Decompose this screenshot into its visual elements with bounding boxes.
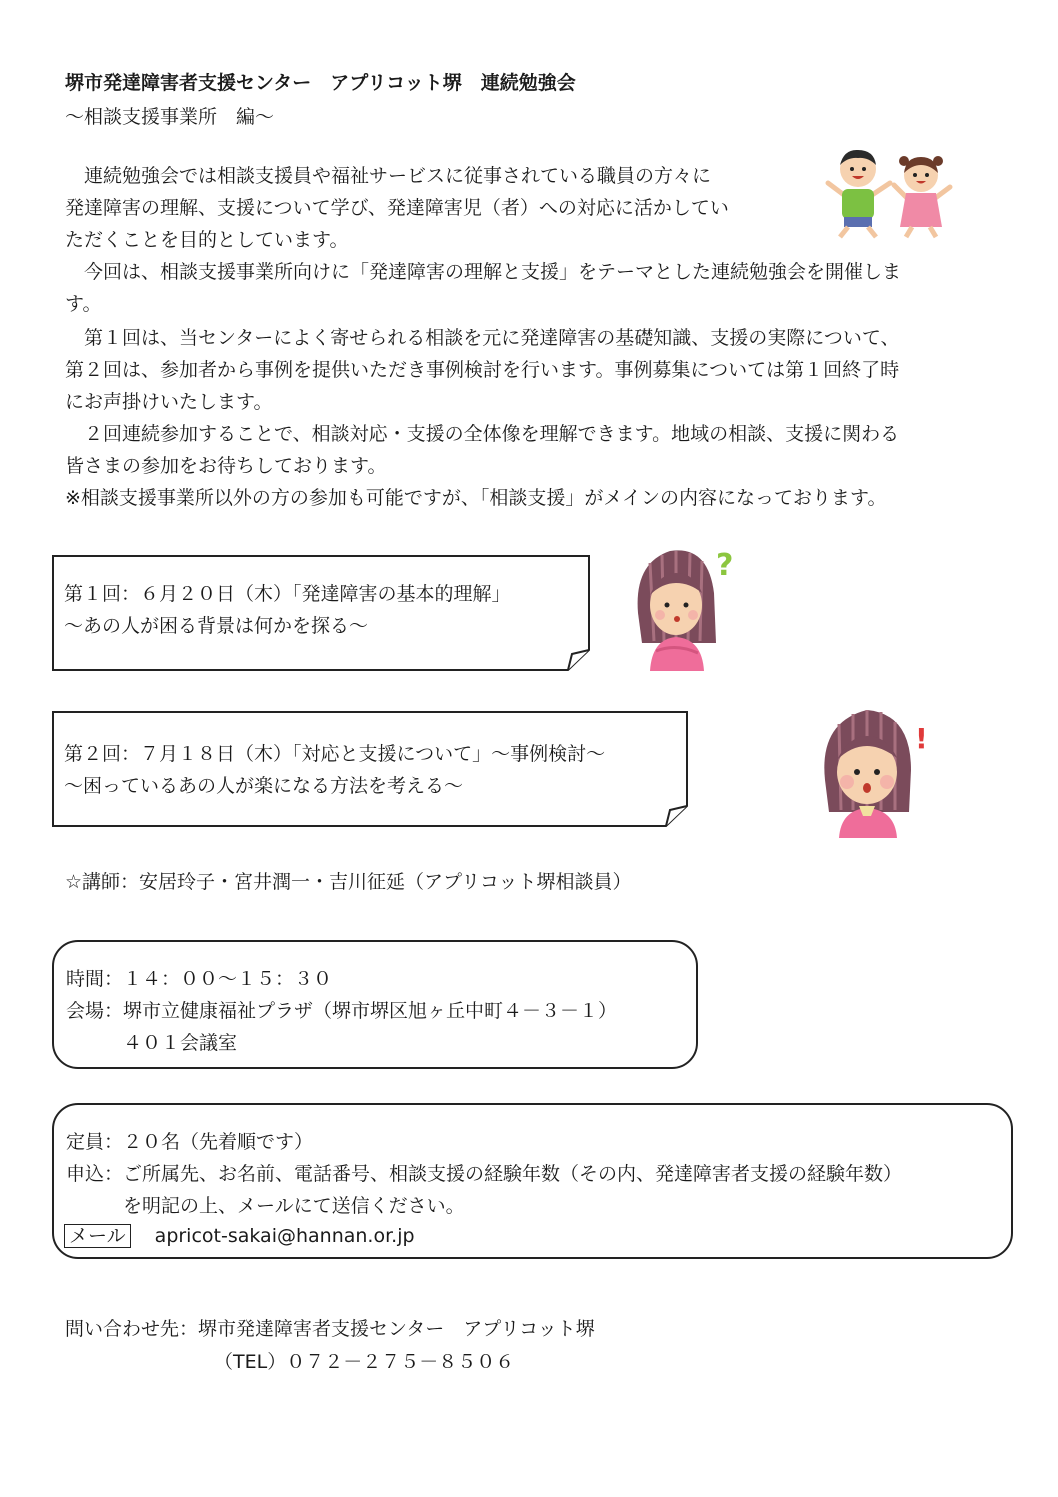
apply-line: を明記の上、メールにて送信ください。 — [66, 1195, 465, 1217]
children-illustration — [822, 145, 957, 240]
application-box — [52, 1103, 1013, 1259]
lecturers-line: ☆講師：安居玲子・宮井潤一・吉川征延（アプリコット堺相談員） — [65, 871, 632, 893]
page-title: 堺市発達障害者支援センター アプリコット堺 連続勉強会 — [65, 72, 576, 94]
mail-address-link[interactable]: apricot-sakai@hannan.or.jp — [154, 1225, 415, 1247]
session1-box — [52, 555, 591, 671]
intro-line: ２回連続参加することで、相談対応・支援の全体像を理解できます。地域の相談、支援に関わる — [65, 423, 900, 445]
mail-label: メール — [64, 1224, 131, 1248]
venue-box — [52, 940, 698, 1069]
intro-line: 連続勉強会では相談支援員や福祉サービスに従事されている職員の方々に — [65, 165, 712, 187]
intro-line: にお声掛けいたします。 — [65, 391, 273, 413]
session1-subtitle: ～あの人が困る背景は何かを探る～ — [64, 615, 369, 637]
intro-line: 第２回は、参加者から事例を提供いただき事例検討を行います。事例募集については第１回終了時 — [65, 359, 900, 381]
intro-line: 皆さまの参加をお待ちしております。 — [65, 455, 387, 477]
session2-box — [52, 711, 689, 827]
contact-phone: （TEL）０７２－２７５－８５０６ — [214, 1351, 515, 1373]
page-subtitle: ～相談支援事業所 編～ — [65, 106, 275, 128]
time-line: 時間：１４：００～１５：３０ — [66, 968, 333, 990]
intro-line: す。 — [65, 293, 102, 315]
woman-surprised-illustration — [815, 700, 935, 840]
intro-line: 第１回は、当センターによく寄せられる相談を元に発達障害の基礎知識、支援の実際について、 — [65, 327, 900, 349]
mail-row — [64, 1221, 415, 1248]
svg-text:!: ! — [915, 722, 928, 755]
room-line: ４０１会議室 — [66, 1032, 238, 1054]
apply-line: 申込：ご所属先、お名前、電話番号、相談支援の経験年数（その内、発達障害者支援の経験年数） — [66, 1163, 903, 1185]
session1-title: 第１回：６月２０日（木）「発達障害の基本的理解」 — [64, 583, 511, 605]
intro-line: 今回は、相談支援事業所向けに「発達障害の理解と支援」をテーマとした連続勉強会を開催しま — [65, 261, 902, 283]
svg-text:?: ? — [716, 548, 734, 583]
contact-line: 問い合わせ先：堺市発達障害者支援センター アプリコット堺 — [65, 1318, 595, 1340]
session2-subtitle: ～困っているあの人が楽になる方法を考える～ — [64, 775, 464, 797]
capacity-line: 定員：２０名（先着順です） — [66, 1131, 314, 1153]
place-line: 会場：堺市立健康福祉プラザ（堺市堺区旭ヶ丘中町４－３－１） — [66, 1000, 618, 1022]
woman-question-illustration — [630, 543, 745, 673]
session2-title: 第２回：７月１８日（木）「対応と支援について」～事例検討～ — [64, 743, 606, 765]
intro-line: ただくことを目的としています。 — [65, 229, 349, 251]
intro-line: ※相談支援事業所以外の方の参加も可能ですが、「相談支援」がメインの内容になっております。 — [65, 487, 887, 509]
intro-line: 発達障害の理解、支援について学び、発達障害児（者）への対応に活かしてい — [65, 197, 729, 219]
